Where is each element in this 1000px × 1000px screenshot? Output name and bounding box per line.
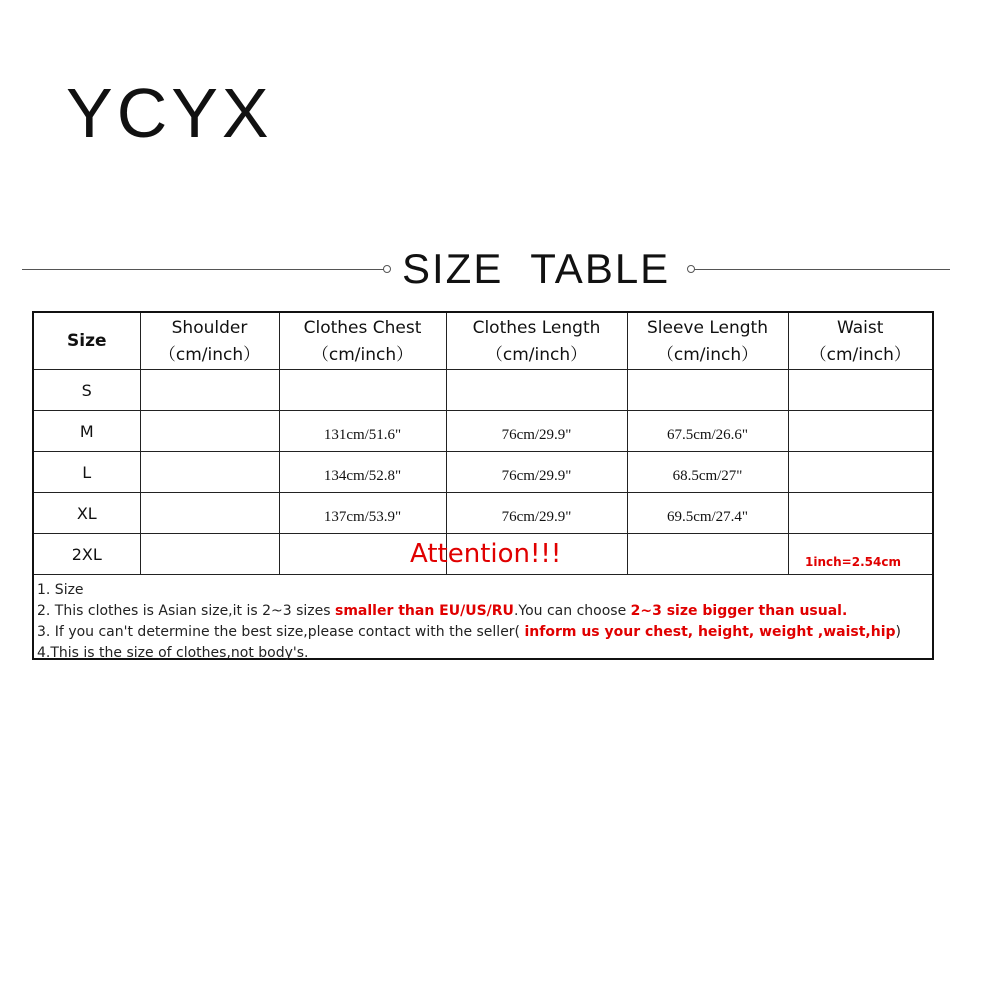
note-line-4: 4.This is the size of clothes,not body's.: [37, 645, 309, 661]
cell-shoulder: [140, 493, 279, 534]
cell-size: S: [34, 370, 140, 411]
cell-waist: [788, 493, 932, 534]
cell-chest: 131cm/51.6": [279, 411, 446, 452]
cell-size: L: [34, 452, 140, 493]
cell-sleeve: 67.5cm/26.6": [627, 411, 788, 452]
cell-length: 76cm/29.9": [446, 493, 627, 534]
table-row: [34, 411, 932, 452]
title-row: [0, 244, 1000, 294]
header-length: Clothes Length （cm/inch）: [446, 313, 627, 370]
cell-sleeve: 68.5cm/27": [627, 452, 788, 493]
cell-size: XL: [34, 493, 140, 534]
title-divider-right: [694, 269, 950, 270]
attention-heading: Attention!!!: [410, 539, 562, 569]
cell-chest: 137cm/53.9": [279, 493, 446, 534]
table-row: [34, 452, 932, 493]
notes-section: [34, 535, 932, 661]
cell-waist: [788, 411, 932, 452]
cell-waist: [788, 452, 932, 493]
cell-shoulder: [140, 452, 279, 493]
page-title: SIZE TABLE: [402, 245, 671, 292]
size-table-frame: [32, 311, 934, 660]
cell-length: 76cm/29.9": [446, 411, 627, 452]
cell-sleeve: 69.5cm/27.4": [627, 493, 788, 534]
header-shoulder: Shoulder （cm/inch）: [140, 313, 279, 370]
title-dot-left-icon: [383, 265, 391, 273]
note-line-3: 3. If you can't determine the best size,please contact with the seller( inform us your chest, height, weight ,waist,hip): [37, 624, 901, 640]
cell-sleeve: [627, 370, 788, 411]
cell-size: M: [34, 411, 140, 452]
header-waist: Waist （cm/inch）: [788, 313, 932, 370]
cell-length: [446, 370, 627, 411]
cell-chest: [279, 370, 446, 411]
note-line-2: 2. This clothes is Asian size,it is 2~3 sizes smaller than EU/US/RU.You can choose 2~3 size bigger than usual.: [37, 603, 848, 619]
cell-size: 2XL: [34, 534, 140, 575]
brand-logo: YCYX: [66, 74, 273, 152]
title-divider-left: [22, 269, 384, 270]
table-row: [34, 370, 932, 411]
table-row: [34, 493, 932, 534]
cell-length: 76cm/29.9": [446, 452, 627, 493]
note-line-1: 1. Size: [37, 582, 84, 598]
table-header-row: [34, 313, 932, 370]
header-chest: Clothes Chest （cm/inch）: [279, 313, 446, 370]
cell-chest: 134cm/52.8": [279, 452, 446, 493]
header-sleeve: Sleeve Length （cm/inch）: [627, 313, 788, 370]
header-size: Size: [34, 313, 140, 370]
cell-shoulder: [140, 370, 279, 411]
cell-shoulder: [140, 411, 279, 452]
cell-waist: [788, 370, 932, 411]
unit-conversion-note: 1inch=2.54cm: [805, 555, 901, 569]
